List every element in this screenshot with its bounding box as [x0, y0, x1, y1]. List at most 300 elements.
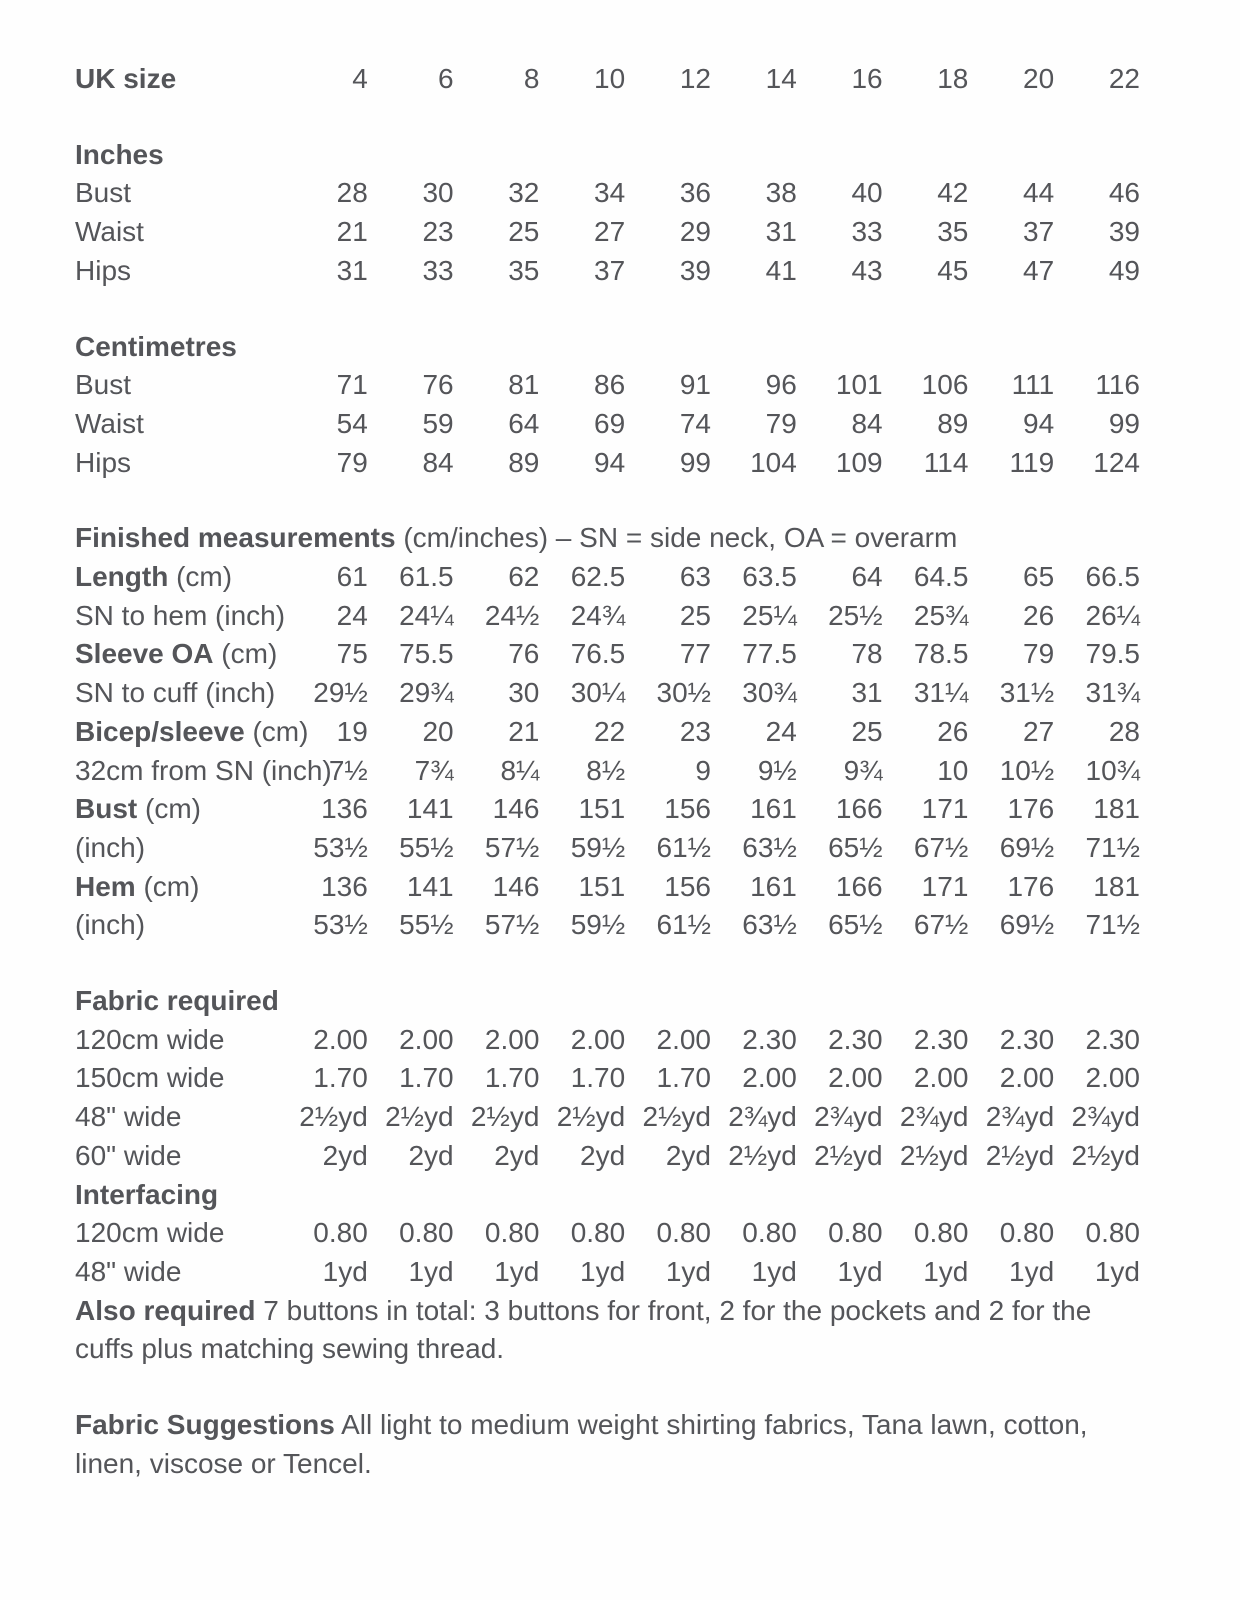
cell-value: 75.5	[399, 638, 454, 670]
table-row	[75, 1059, 1140, 1098]
cell-value: 176	[1007, 870, 1055, 902]
cell-value: 94	[1023, 407, 1055, 439]
interfacing-rows	[75, 1214, 1140, 1291]
inches-section	[75, 136, 1140, 291]
cell-value: 1yd	[408, 1255, 454, 1287]
cell-value: 136	[321, 793, 368, 825]
cell-value: 20	[422, 715, 454, 747]
cell-value: 0.80	[399, 1217, 454, 1249]
cell-value: 18	[937, 63, 969, 94]
also-required-text: 7 buttons in total: 3 buttons for front, 2 for the pockets and 2 for the cuffs plus matching sewing thread.	[75, 1294, 1092, 1365]
row-label-bold: Bust	[75, 793, 138, 825]
row-label	[75, 829, 282, 868]
cell-value: 8	[523, 63, 540, 94]
cell-value: 33	[422, 254, 454, 286]
cell-value: 64	[851, 561, 883, 593]
row-label	[75, 60, 282, 99]
cell-value: 61½	[656, 831, 711, 863]
table-row	[75, 1253, 1140, 1292]
centimetres-section	[75, 328, 1140, 483]
cell-value: 151	[578, 793, 626, 825]
cell-value: 156	[664, 793, 711, 825]
row-label-rest: (cm)	[135, 870, 200, 902]
cell-value: 7½	[328, 754, 368, 786]
cell-value: 166	[835, 793, 883, 825]
row-label-rest: (cm)	[137, 793, 201, 825]
cell-value: 10	[937, 754, 969, 786]
table-row	[75, 1098, 1140, 1137]
cell-value: 1yd	[580, 1255, 626, 1287]
cell-value: 0.80	[1085, 1217, 1140, 1249]
cell-value: 23	[422, 216, 454, 248]
fabric-required-heading: Fabric required	[75, 985, 279, 1017]
cell-value: 24½	[484, 599, 540, 631]
cell-value: 2½yd	[899, 1139, 969, 1171]
cell-value: 2½yd	[1071, 1139, 1140, 1171]
table-row	[75, 252, 1140, 291]
row-label-rest: (inch)	[75, 831, 146, 863]
cell-value: 64	[508, 407, 540, 439]
cell-value: 64.5	[913, 561, 969, 593]
cell-value: 19	[336, 715, 368, 747]
cell-value: 63.5	[742, 561, 797, 593]
cell-value: 84	[851, 407, 883, 439]
cell-value: 2.00	[399, 1023, 454, 1055]
cell-value: 1yd	[751, 1255, 797, 1287]
cell-value: 2.00	[828, 1062, 883, 1094]
cell-value: 59	[422, 407, 454, 439]
cell-value: 104	[750, 446, 797, 478]
centimetres-rows	[75, 366, 1140, 482]
fabric-required-section	[75, 982, 1140, 1369]
cell-value: 30	[508, 677, 540, 709]
table-row	[75, 444, 1140, 483]
table-row	[75, 906, 1140, 945]
row-label	[75, 1059, 282, 1098]
cell-value: 59½	[570, 909, 626, 941]
cell-value: 2.30	[999, 1023, 1055, 1055]
cell-value: 99	[679, 446, 711, 478]
cell-value: 96	[765, 369, 797, 401]
cell-value: 53½	[313, 909, 368, 941]
row-label-bold: Bicep/sleeve	[75, 715, 245, 747]
cell-value: 25¾	[913, 599, 969, 631]
cell-value: 2yd	[494, 1139, 540, 1171]
cell-value: 36	[679, 177, 711, 209]
finished-measurements-heading	[75, 519, 1140, 558]
cell-value: 12	[679, 63, 711, 94]
row-label	[75, 1098, 282, 1137]
cell-value: 55½	[399, 909, 454, 941]
cell-value: 27	[594, 216, 626, 248]
row-label-rest: SN to cuff (inch)	[75, 677, 276, 709]
cell-value: 45	[937, 254, 969, 286]
cell-value: 0.80	[913, 1217, 969, 1249]
inches-rows	[75, 174, 1140, 290]
cell-value: 57½	[484, 909, 540, 941]
row-label-rest: 120cm wide	[75, 1023, 225, 1055]
cell-value: 75	[336, 638, 368, 670]
row-label-bold: Sleeve OA	[75, 638, 214, 670]
cell-value: 76	[508, 638, 540, 670]
cell-value: 47	[1023, 254, 1055, 286]
finished-measurements-rows	[75, 558, 1140, 945]
cell-value: 35	[508, 254, 540, 286]
cell-value: 26	[1023, 599, 1055, 631]
cell-value: 22	[1108, 63, 1140, 94]
row-label	[75, 1253, 282, 1292]
cell-value: 1yd	[1094, 1255, 1140, 1287]
row-label-rest: Hips	[75, 446, 132, 478]
cell-value: 1yd	[923, 1255, 969, 1287]
cell-value: 24	[336, 599, 368, 631]
cell-value: 1.70	[313, 1062, 368, 1094]
cell-value: 61.5	[399, 561, 454, 593]
cell-value: 6	[438, 63, 454, 94]
row-label	[75, 1214, 282, 1253]
row-label-rest: 150cm wide	[75, 1062, 225, 1094]
row-label	[75, 405, 282, 444]
cell-value: 63	[679, 561, 711, 593]
row-label-rest: (inch)	[75, 909, 146, 941]
cell-value: 1yd	[665, 1255, 711, 1287]
row-label-rest: Bust	[75, 177, 132, 209]
row-label	[75, 558, 282, 597]
cell-value: 2½yd	[985, 1139, 1055, 1171]
cell-value: 30¼	[570, 677, 626, 709]
row-label	[75, 366, 282, 405]
cell-value: 76	[422, 369, 454, 401]
cell-value: 35	[937, 216, 969, 248]
table-row	[75, 790, 1140, 829]
cell-value: 1.70	[399, 1062, 454, 1094]
cell-value: 25	[679, 599, 711, 631]
cell-value: 25	[851, 715, 883, 747]
cell-value: 2.00	[742, 1062, 797, 1094]
cell-value: 77	[679, 638, 711, 670]
cell-value: 78.5	[913, 638, 969, 670]
finished-measurements-heading-rest: (cm/inches) – SN = side neck, OA = overarm	[395, 522, 958, 554]
cell-value: 39	[679, 254, 711, 286]
cell-value: 28	[336, 177, 368, 209]
cell-value: 42	[937, 177, 969, 209]
cell-value: 31¼	[913, 677, 969, 709]
cell-value: 63½	[742, 909, 797, 941]
cell-value: 27	[1023, 715, 1055, 747]
cell-value: 141	[406, 870, 454, 902]
cell-value: 30	[422, 177, 454, 209]
table-row	[75, 752, 1140, 791]
row-label	[75, 713, 309, 752]
cell-value: 176	[1007, 793, 1055, 825]
cell-value: 30¾	[742, 677, 797, 709]
cell-value: 31½	[999, 677, 1055, 709]
cell-value: 146	[492, 793, 540, 825]
cell-value: 2½yd	[385, 1101, 454, 1133]
cell-value: 2.00	[484, 1023, 540, 1055]
cell-value: 76.5	[570, 638, 626, 670]
cell-value: 79	[765, 407, 797, 439]
cell-value: 67½	[913, 909, 969, 941]
cell-value: 8½	[586, 754, 626, 786]
cell-value: 171	[921, 870, 969, 902]
cell-value: 10½	[999, 754, 1055, 786]
table-row	[75, 405, 1140, 444]
cell-value: 94	[594, 446, 626, 478]
cell-value: 49	[1108, 254, 1140, 286]
cell-value: 84	[422, 446, 454, 478]
cell-value: 39	[1108, 216, 1140, 248]
cell-value: 156	[664, 870, 711, 902]
fabric-required-rows	[75, 1021, 1140, 1176]
cell-value: 65½	[828, 909, 883, 941]
cell-value: 26¼	[1085, 599, 1140, 631]
cell-value: 161	[750, 793, 797, 825]
cell-value: 1yd	[837, 1255, 883, 1287]
cell-value: 29	[679, 216, 711, 248]
cell-value: 34	[594, 177, 626, 209]
cell-value: 69	[594, 407, 626, 439]
row-label-rest: Bust	[75, 369, 132, 401]
cell-value: 30½	[656, 677, 711, 709]
cell-value: 29½	[313, 677, 368, 709]
cell-value: 2yd	[665, 1139, 711, 1171]
cell-value: 62	[508, 561, 540, 593]
cell-value: 2½yd	[814, 1139, 883, 1171]
cell-value: 31	[765, 216, 797, 248]
cell-value: 1yd	[322, 1255, 368, 1287]
cell-value: 1.70	[656, 1062, 711, 1094]
cell-value: 37	[594, 254, 626, 286]
row-label-rest: SN to hem (inch)	[75, 599, 286, 631]
cell-value: 14	[765, 63, 797, 94]
cell-value: 9	[695, 754, 711, 786]
cell-value: 1yd	[494, 1255, 540, 1287]
cell-value: 21	[336, 216, 368, 248]
row-label-rest: 120cm wide	[75, 1217, 225, 1249]
cell-value: 67½	[913, 831, 969, 863]
cell-value: 40	[851, 177, 883, 209]
cell-value: 2.00	[656, 1023, 711, 1055]
cell-value: 22	[594, 715, 626, 747]
fabric-suggestions-label: Fabric Suggestions	[75, 1409, 335, 1441]
cell-value: 61½	[656, 909, 711, 941]
cell-value: 69½	[999, 831, 1055, 863]
row-label-bold: UK size	[75, 63, 177, 94]
cell-value: 79.5	[1085, 638, 1140, 670]
cell-value: 10¾	[1085, 754, 1140, 786]
row-label-rest: Hips	[75, 254, 132, 286]
cell-value: 32	[508, 177, 540, 209]
row-label-bold: Hem	[75, 870, 136, 902]
table-row	[75, 174, 1140, 213]
cell-value: 2.00	[999, 1062, 1055, 1094]
cell-value: 2yd	[580, 1139, 626, 1171]
cell-value: 2¾yd	[814, 1101, 883, 1133]
cell-value: 71½	[1085, 909, 1140, 941]
row-label	[75, 674, 282, 713]
row-label-rest: 48" wide	[75, 1255, 182, 1287]
row-label-rest: (cm)	[244, 715, 309, 747]
cell-value: 1.70	[484, 1062, 540, 1094]
cell-value: 69½	[999, 909, 1055, 941]
row-label	[75, 906, 282, 945]
cell-value: 25	[508, 216, 540, 248]
cell-value: 89	[508, 446, 540, 478]
cell-value: 65	[1023, 561, 1055, 593]
row-label	[75, 174, 282, 213]
cell-value: 116	[1095, 369, 1140, 401]
table-row	[75, 213, 1140, 252]
cell-value: 10	[594, 63, 626, 94]
cell-value: 8¼	[500, 754, 540, 786]
cell-value: 2yd	[322, 1139, 368, 1171]
row-label-rest: 32cm from SN (inch)	[75, 754, 332, 786]
cell-value: 4	[352, 63, 368, 94]
cell-value: 31	[336, 254, 368, 286]
cell-value: 2¾yd	[899, 1101, 969, 1133]
cell-value: 29¾	[399, 677, 454, 709]
cell-value: 21	[508, 715, 540, 747]
cell-value: 81	[508, 369, 540, 401]
fabric-suggestions-section	[75, 1406, 1140, 1483]
cell-value: 66.5	[1085, 561, 1140, 593]
cell-value: 2½yd	[299, 1101, 368, 1133]
cell-value: 57½	[484, 831, 540, 863]
row-label-rest: 60" wide	[75, 1139, 182, 1171]
table-row	[75, 366, 1140, 405]
cell-value: 2.30	[828, 1023, 883, 1055]
cell-value: 0.80	[828, 1217, 883, 1249]
cell-value: 114	[923, 446, 969, 478]
row-label	[75, 868, 282, 907]
cell-value: 161	[750, 870, 797, 902]
table-row	[75, 1137, 1140, 1176]
cell-value: 61	[336, 561, 368, 593]
cell-value: 78	[851, 638, 883, 670]
cell-value: 111	[1011, 369, 1055, 401]
inches-heading: Inches	[75, 138, 164, 170]
row-label-rest: (cm)	[168, 561, 233, 593]
cell-value: 171	[921, 793, 969, 825]
cell-value: 9½	[757, 754, 797, 786]
cell-value: 136	[321, 870, 368, 902]
row-label-rest: Waist	[75, 216, 144, 248]
cell-value: 38	[765, 177, 797, 209]
cell-value: 25¼	[742, 599, 797, 631]
cell-value: 106	[921, 369, 969, 401]
cell-value: 74	[679, 407, 711, 439]
cell-value: 2½yd	[470, 1101, 540, 1133]
cell-value: 65½	[828, 831, 883, 863]
cell-value: 141	[406, 793, 454, 825]
table-row	[75, 674, 1140, 713]
table-row	[75, 60, 1140, 99]
cell-value: 181	[1093, 793, 1140, 825]
cell-value: 23	[679, 715, 711, 747]
cell-value: 146	[492, 870, 540, 902]
cell-value: 79	[336, 446, 368, 478]
finished-measurements-heading-bold: Finished measurements	[75, 522, 396, 554]
row-label-bold: Length	[75, 561, 169, 593]
also-required-label: Also required	[75, 1294, 256, 1326]
cell-value: 59½	[570, 831, 626, 863]
row-label	[75, 1137, 282, 1176]
cell-value: 0.80	[999, 1217, 1055, 1249]
cell-value: 2.00	[570, 1023, 626, 1055]
cell-value: 43	[851, 254, 883, 286]
row-label	[75, 790, 282, 829]
cell-value: 2½yd	[556, 1101, 626, 1133]
table-row	[75, 868, 1140, 907]
uk-size-row-group	[75, 60, 1140, 99]
row-label-rest: Waist	[75, 407, 144, 439]
cell-value: 31¾	[1085, 677, 1140, 709]
cell-value: 77.5	[742, 638, 797, 670]
cell-value: 79	[1023, 638, 1055, 670]
cell-value: 46	[1108, 177, 1140, 209]
centimetres-heading: Centimetres	[75, 330, 237, 362]
cell-value: 2yd	[408, 1139, 454, 1171]
cell-value: 28	[1108, 715, 1140, 747]
cell-value: 25½	[828, 599, 883, 631]
cell-value: 89	[937, 407, 969, 439]
cell-value: 151	[578, 870, 626, 902]
table-row	[75, 829, 1140, 868]
row-label	[75, 1021, 282, 1060]
table-row	[75, 713, 1140, 752]
cell-value: 2.30	[913, 1023, 969, 1055]
row-label	[75, 444, 282, 483]
cell-value: 54	[336, 407, 368, 439]
table-row	[75, 1021, 1140, 1060]
cell-value: 24¼	[399, 599, 454, 631]
row-label	[75, 252, 282, 291]
cell-value: 37	[1023, 216, 1055, 248]
interfacing-heading: Interfacing	[75, 1178, 219, 1210]
cell-value: 9¾	[843, 754, 883, 786]
fabric-suggestions-paragraph	[75, 1406, 1140, 1483]
cell-value: 86	[594, 369, 626, 401]
cell-value: 62.5	[570, 561, 626, 593]
row-label	[75, 635, 282, 674]
cell-value: 7¾	[414, 754, 454, 786]
row-label	[75, 597, 286, 636]
cell-value: 16	[851, 63, 883, 94]
cell-value: 0.80	[656, 1217, 711, 1249]
cell-value: 1yd	[1009, 1255, 1055, 1287]
cell-value: 24	[765, 715, 797, 747]
cell-value: 2.30	[1085, 1023, 1140, 1055]
table-row	[75, 597, 1140, 636]
also-required-paragraph	[75, 1292, 1140, 1369]
cell-value: 26	[937, 715, 969, 747]
cell-value: 0.80	[742, 1217, 797, 1249]
cell-value: 0.80	[484, 1217, 540, 1249]
table-row	[75, 558, 1140, 597]
cell-value: 109	[835, 446, 883, 478]
cell-value: 41	[765, 254, 797, 286]
cell-value: 2½yd	[728, 1139, 797, 1171]
cell-value: 119	[1009, 446, 1055, 478]
finished-measurements-section	[75, 519, 1140, 945]
cell-value: 24¾	[570, 599, 626, 631]
cell-value: 31	[851, 677, 883, 709]
row-label-rest: 48" wide	[75, 1101, 182, 1133]
cell-value: 2¾yd	[1071, 1101, 1140, 1133]
table-row	[75, 1214, 1140, 1253]
cell-value: 71½	[1085, 831, 1140, 863]
